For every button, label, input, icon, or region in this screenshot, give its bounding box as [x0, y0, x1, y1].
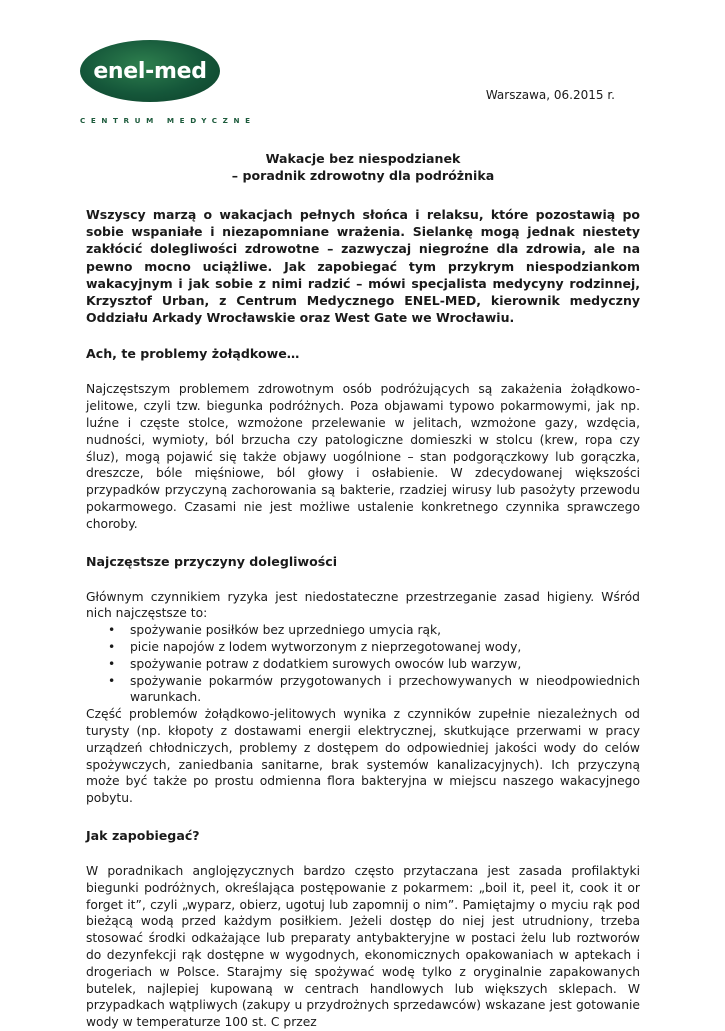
- document-body: [86, 150, 640, 1031]
- section-text-prevention: W poradnikach anglojęzycznych bardzo często przytaczana jest zasada profilaktyki biegunki podróżnych, określająca postępowanie z pokarmem: „boil it, peel it, cook it or forget it”, czyli „wyparz, obierz, ugotuj lub zapomnij o nim”. Pamiętajmy o myciu rąk pod bieżącą wodą przed każdym posiłkiem. Jeżeli dostęp do niej jest utrudniony, trzeba stosować środki odkażające lub preparaty antybakteryjne w postaci żelu lub roztworów do dezynfekcji rąk dostępne w wygodnych, ekonomicznych opakowaniach w aptekach i drogeriach w Polsce. Starajmy się spożywać wodę tylko z oryginalnie zapakowanych butelek, najlepiej kupowaną w centrach handlowych lub większych sklepach. W przypadkach wątpliwych (zakupy u przydrożnych sprzedawców) wskazane jest gotowanie wody w temperaturze 100 st. C przez: [86, 863, 640, 1030]
- logo-name: enel-med: [93, 58, 207, 84]
- section-text-stomach: Najczęstszym problemem zdrowotnym osób podróżujących są zakażenia żołądkowo-jelitowe, czyli tzw. biegunka podróżnych. Poza objawami typowo pokarmowymi, jak np. luźne i częste stolce, wzmożone przelewanie w jelitach, wzmożone gazy, wzdęcia, nudności, wymioty, ból brzucha czy patologiczne domieszki w stolcu (krew, ropa czy śluz), mogą pojawić się także objawy uogólnione – stan podgorączkowy lub gorączka, dreszcze, bóle mięśniowe, ból głowy i osłabienie. W zdecydowanej większości przypadków przyczyną zachorowania są bakterie, rzadziej wirusy lub pasożyty przewodu pokarmowego. Czasami nie jest możliwe ustalenie konkretnego czynnika sprawczego choroby.: [86, 382, 640, 531]
- section-intro-causes: Głównym czynnikiem ryzyka jest niedostateczne przestrzeganie zasad higieny. Wśród nich najczęstsze to:: [86, 589, 640, 621]
- title-line-1: Wakacje bez niespodzianek: [265, 151, 461, 166]
- section-heading-prevention: Jak zapobiegać?: [86, 827, 200, 843]
- list-item: • spożywanie potraw z dodatkiem surowych owoców lub warzyw,: [130, 656, 640, 673]
- lead-paragraph: Wszyscy marzą o wakacjach pełnych słońca i relaksu, które pozostawią po sobie wspaniałe i niezapomniane wrażenia. Sielankę mogą jednak niestety zakłócić dolegliwości zdrowotne – zazwyczaj niegroźne dla zdrowia, ale na pewno mocno uciążliwe. Jak zapobiegać tym przykrym niespodziankom wakacyjnym i jak sobie z nimi radzić – mówi specjalista medycyny rodzinnej, Krzysztof Urban, z Centrum Medycznego ENEL-MED, kierownik medyczny Oddziału Arkady Wrocławskie oraz West Gate we Wrocławiu.: [86, 207, 640, 326]
- list-item: • spożywanie pokarmów przygotowanych i przechowywanych w nieodpowiednich warunkach.: [130, 673, 640, 707]
- causes-list: [86, 622, 640, 706]
- list-item: • picie napojów z lodem wytworzonym z nieprzegotowanej wody,: [130, 639, 640, 656]
- title-line-2: – poradnik zdrowotny dla podróżnika: [231, 168, 495, 183]
- document-date: Warszawa, 06.2015 r.: [485, 88, 615, 102]
- section-heading-stomach: Ach, te problemy żołądkowe…: [86, 346, 300, 362]
- document-title: [86, 150, 640, 184]
- logo: [80, 40, 256, 125]
- section-text-causes: Część problemów żołądkowo-jelitowych wynika z czynników zupełnie niezależnych od turysty (np. kłopoty z dostawami energii elektrycznej, skutkujące przerwami w pracy urządzeń chłodniczych, problemy z dostępem do odpowiedniej jakości wody do celów spożywczych, zaniedbania sanitarne, brak systemów kanalizacyjnych). Ich przyczyną może być także po prostu odmienna flora bakteryjna w miejscu naszego wakacyjnego pobytu.: [86, 707, 640, 806]
- logo-subtitle: CENTRUM MEDYCZNE: [80, 116, 256, 125]
- list-item: • spożywanie posiłków bez uprzedniego umycia rąk,: [130, 622, 640, 639]
- section-heading-causes: Najczęstsze przyczyny dolegliwości: [86, 553, 338, 569]
